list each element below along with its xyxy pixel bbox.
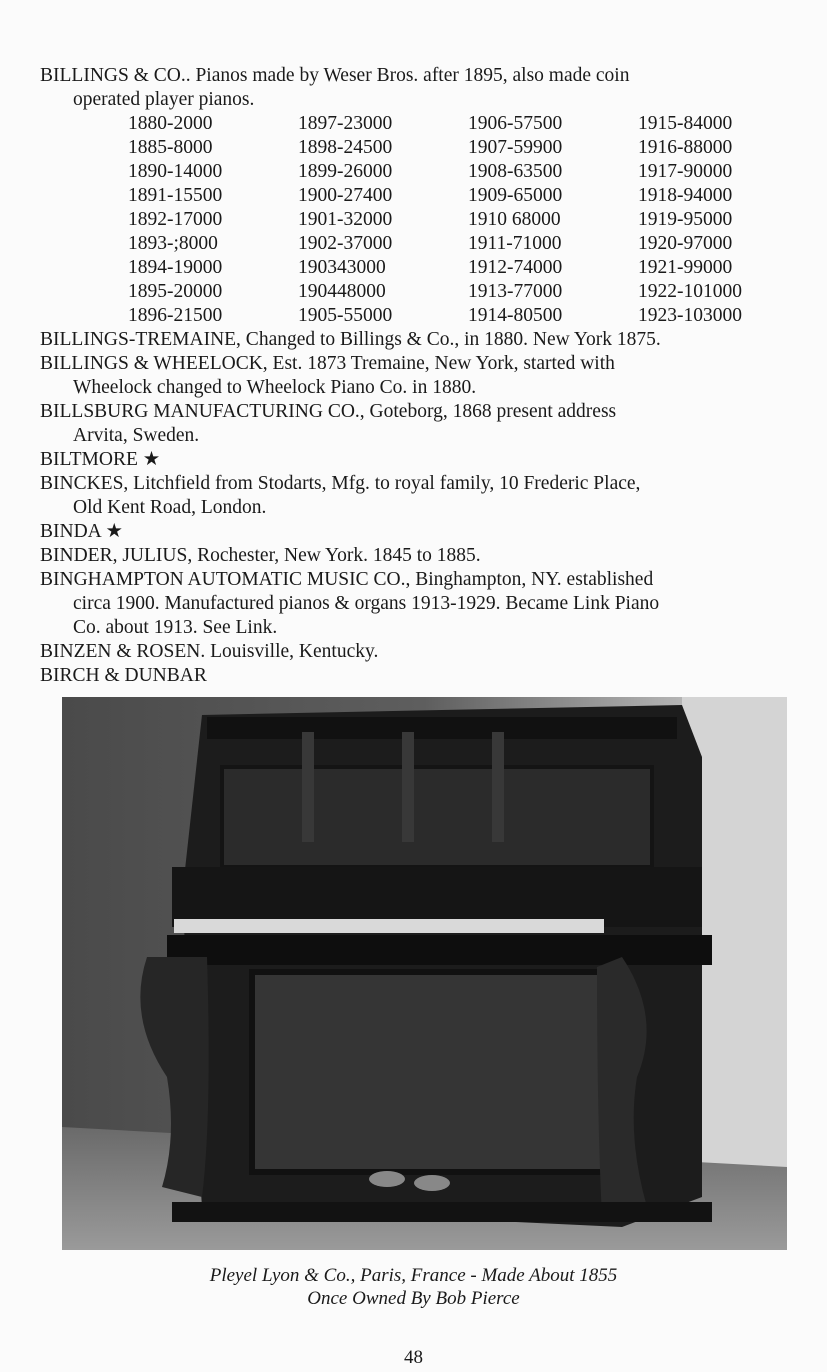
serial-table-cell: 1920-97000 (638, 233, 733, 254)
entry-list (40, 64, 810, 688)
entry-line: BINGHAMPTON AUTOMATIC MUSIC CO., Binghampton, NY. established (40, 569, 654, 590)
serial-table-cell: 190448000 (298, 281, 386, 302)
entry-line: BILLINGS & CO.. Pianos made by Weser Bros. after 1895, also made coin (40, 65, 630, 86)
entry-line: BILLINGS & WHEELOCK, Est. 1873 Tremaine, New York, started with (40, 353, 615, 374)
serial-table-cell: 1894-19000 (128, 257, 223, 278)
directory-entry (40, 640, 810, 664)
entry-line: BINZEN & ROSEN. Louisville, Kentucky. (40, 641, 379, 662)
entry-line: Arvita, Sweden. (73, 425, 200, 446)
entry-line: Old Kent Road, London. (73, 497, 267, 518)
serial-table-cell: 1906-57500 (468, 113, 563, 134)
entry-line: BINDER, JULIUS, Rochester, New York. 1845 to 1885. (40, 545, 481, 566)
entry-billings-co (40, 64, 810, 112)
serial-table-cell: 1891-15500 (128, 185, 223, 206)
photo-caption-line-2: Once Owned By Bob Pierce (307, 1288, 520, 1309)
entry-line: BILLINGS-TREMAINE, Changed to Billings & Co., in 1880. New York 1875. (40, 329, 661, 350)
serial-table-cell: 1898-24500 (298, 137, 393, 158)
entry-line: BINDA ★ (40, 521, 124, 542)
directory-entry (40, 400, 810, 448)
serial-table-cell: 1902-37000 (298, 233, 393, 254)
photo-caption-line-1: Pleyel Lyon & Co., Paris, France - Made About 1855 (209, 1265, 618, 1286)
directory-entry (40, 664, 810, 688)
directory-entry (40, 472, 810, 520)
serial-table-cell: 1912-74000 (468, 257, 563, 278)
serial-table-cell: 1905-55000 (298, 305, 393, 326)
serial-table-cell: 1897-23000 (298, 113, 393, 134)
serial-table-cell: 1880-2000 (128, 113, 213, 134)
serial-table-cell: 1911-71000 (468, 233, 562, 254)
entry-line: circa 1900. Manufactured pianos & organs 1913-1929. Became Link Piano (73, 593, 660, 614)
page-number: 48 (404, 1347, 423, 1368)
piano-photo (62, 697, 787, 1250)
serial-table-cell: 1907-59900 (468, 137, 563, 158)
serial-table-cell: 1908-63500 (468, 161, 563, 182)
serial-table-cell: 1896-21500 (128, 305, 223, 326)
serial-table-cell: 1921-99000 (638, 257, 733, 278)
serial-table-cell: 1915-84000 (638, 113, 733, 134)
serial-table-cell: 1909-65000 (468, 185, 563, 206)
directory-entry (40, 520, 810, 544)
directory-entry (40, 328, 810, 352)
entry-line: BINCKES, Litchfield from Stodarts, Mfg. to royal family, 10 Frederic Place, (40, 473, 641, 494)
serial-number-table (128, 112, 810, 328)
serial-table-cell: 1918-94000 (638, 185, 733, 206)
entry-line: Wheelock changed to Wheelock Piano Co. in 1880. (73, 377, 477, 398)
serial-table-cell: 1900-27400 (298, 185, 393, 206)
serial-table-cell: 1893-;8000 (128, 233, 218, 254)
entry-line: BILLSBURG MANUFACTURING CO., Goteborg, 1868 present address (40, 401, 617, 422)
entry-line: Co. about 1913. See Link. (73, 617, 278, 638)
directory-entry (40, 544, 810, 568)
directory-entry (40, 352, 810, 400)
directory-entry (40, 568, 810, 640)
serial-table-cell: 1890-14000 (128, 161, 223, 182)
serial-table-cell: 1917-90000 (638, 161, 733, 182)
entry-line: BIRCH & DUNBAR (40, 665, 207, 686)
serial-table-cell: 1899-26000 (298, 161, 393, 182)
serial-table-cell: 1895-20000 (128, 281, 223, 302)
serial-table-cell: 1922-101000 (638, 281, 742, 302)
serial-table-cell: 1914-80500 (468, 305, 563, 326)
serial-table-cell: 1885-8000 (128, 137, 213, 158)
serial-table-cell: 1923-103000 (638, 305, 742, 326)
entry-line: operated player pianos. (73, 89, 255, 110)
serial-table-cell: 1916-88000 (638, 137, 733, 158)
serial-table-cell: 1910 68000 (468, 209, 561, 230)
serial-table-cell: 1901-32000 (298, 209, 393, 230)
serial-table-cell: 1913-77000 (468, 281, 563, 302)
directory-entry (40, 448, 810, 472)
entry-line: BILTMORE ★ (40, 449, 161, 470)
serial-table-cell: 190343000 (298, 257, 386, 278)
serial-table-cell: 1919-95000 (638, 209, 733, 230)
serial-table-cell: 1892-17000 (128, 209, 223, 230)
